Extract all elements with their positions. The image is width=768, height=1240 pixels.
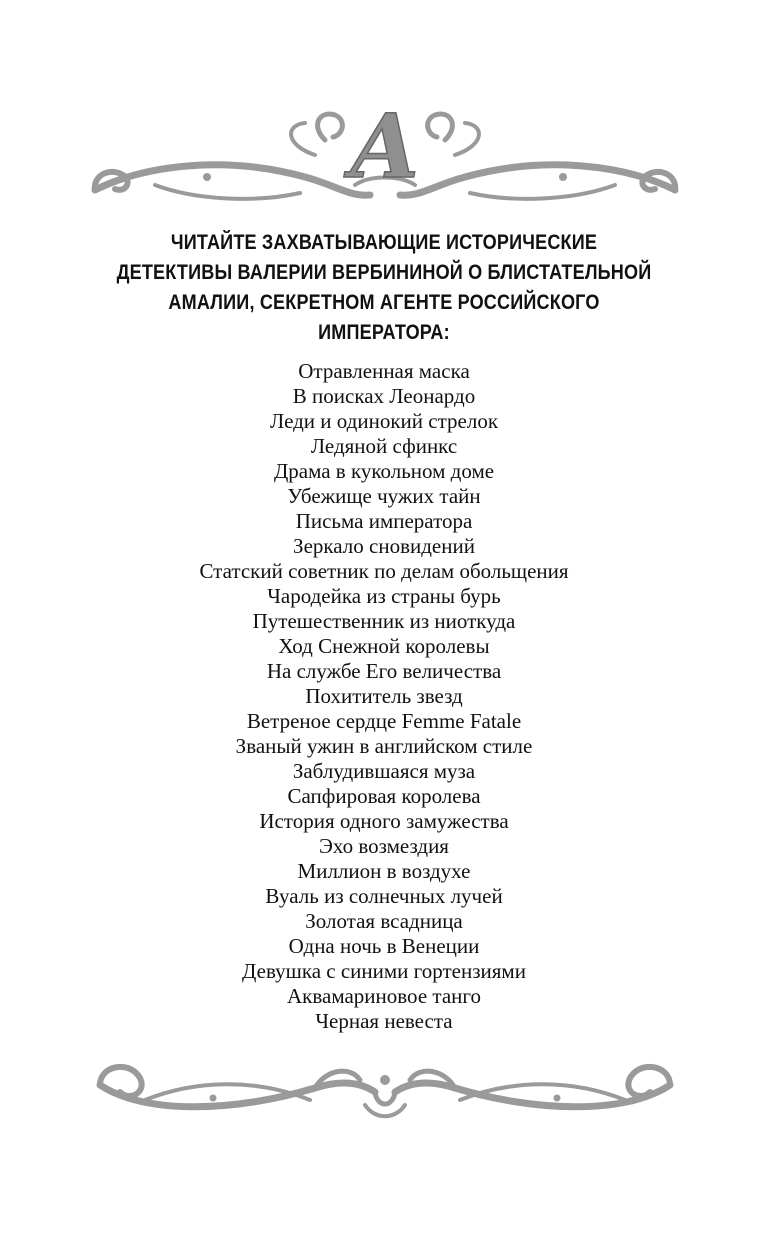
book-title: Письма императора xyxy=(295,509,473,533)
book-title: Ход Снежной королевы xyxy=(278,634,490,658)
book-title: Черная невеста xyxy=(315,1009,453,1033)
bottom-ornament-flourish xyxy=(85,1050,685,1135)
book-title: Девушка с синими гортензиями xyxy=(242,959,526,983)
book-title: На службе Его величества xyxy=(266,659,502,683)
monogram-letter: А xyxy=(349,94,421,198)
series-heading xyxy=(105,228,662,348)
book-titles-list xyxy=(84,359,684,1034)
book-title: Зеркало сновидений xyxy=(293,534,475,558)
book-title: Отравленная маска xyxy=(298,359,470,383)
book-title: Одна ночь в Венеции xyxy=(288,934,480,958)
book-title: История одного замужества xyxy=(259,809,509,833)
book-title: Статский советник по делам обольщения xyxy=(199,559,569,583)
heading-line: ЧИТАЙТЕ ЗАХВАТЫВАЮЩИЕ ИСТОРИЧЕСКИЕ xyxy=(170,231,598,254)
book-title: Аквамариновое танго xyxy=(287,984,481,1008)
book-title: Сапфировая королева xyxy=(287,784,481,808)
book-title: Убежище чужих тайн xyxy=(287,484,481,508)
heading-line: ИМПЕРАТОРА: xyxy=(318,321,450,344)
book-title: Званый ужин в английском стиле xyxy=(235,734,533,758)
book-title: Эхо возмездия xyxy=(319,834,449,858)
book-title: Похититель звезд xyxy=(305,684,463,708)
top-ornament-flourish xyxy=(85,85,685,210)
book-title: Ледяной сфинкс xyxy=(310,434,458,458)
heading-line: АМАЛИИ, СЕКРЕТНОМ АГЕНТЕ РОССИЙСКОГО xyxy=(168,291,600,314)
book-title: Путешественник из ниоткуда xyxy=(252,609,516,633)
book-title: В поисках Леонардо xyxy=(292,384,476,408)
book-title: Драма в кукольном доме xyxy=(273,459,495,483)
book-title: Заблудившаяся муза xyxy=(292,759,476,783)
book-title: Вуаль из солнечных лучей xyxy=(265,884,503,908)
book-title: Золотая всадница xyxy=(305,909,463,933)
book-title: Леди и одинокий стрелок xyxy=(269,409,499,433)
heading-line: ДЕТЕКТИВЫ ВАЛЕРИИ ВЕРБИНИНОЙ О БЛИСТАТЕЛЬНОЙ xyxy=(116,261,652,284)
book-title: Миллион в воздухе xyxy=(297,859,471,883)
book-title: Ветреное сердце Femme Fatale xyxy=(246,709,522,733)
book-title: Чародейка из страны бурь xyxy=(267,584,501,608)
